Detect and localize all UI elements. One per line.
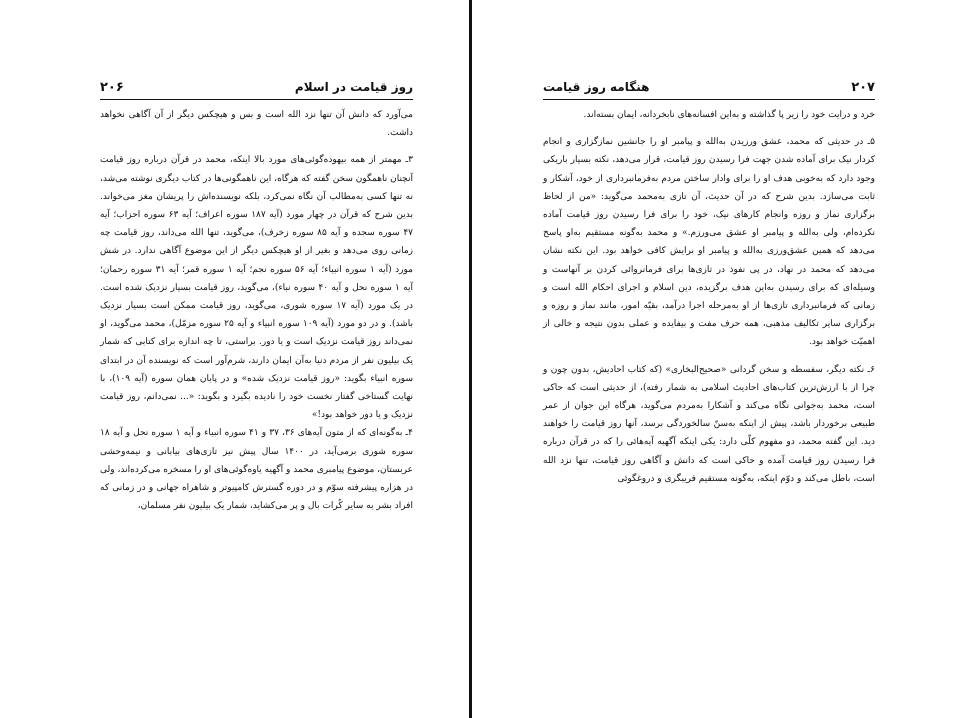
right-page-body bbox=[543, 106, 875, 488]
left-page-body bbox=[100, 106, 413, 515]
right-page-header bbox=[543, 80, 875, 100]
right-page-number: ۲۰۷ bbox=[851, 80, 875, 95]
right-running-title: هنگامه روز قیامت bbox=[543, 80, 650, 94]
left-page-header bbox=[100, 80, 413, 100]
book-spine bbox=[469, 0, 472, 718]
paragraph: ۳ـ مهمتر از همه بیهوده‌گوئی‌های مورد بالا اینکه، محمد در قرآن درباره روز قیامت آنچنان ناهمگون سخن گفته که هرگاه، این ناهمگونی‌ها در کتاب دیگری نوشته می‌شد، نه تنها کسی به‌مطالب آن نگاه نمی‌کرد، بلکه نویسنده‌اش را پریشان مغز می‌خواند. بدین شرح که قرآن در چهار مورد (آیه ۱۸۷ سوره اعراف؛ آیه ۶۳ سوره احزاب؛ آیه ۴۷ سوره سجده و آیه ۸۵ سوره زخرف)، می‌گوید، تنها الله می‌داند، روز قیامت چه زمانی روی می‌دهد و بغیر از او هیچکس دیگر از این موضوع آگاهی ندارد. در شش مورد (آیه ۱ سوره انبیاء؛ آیه ۵۶ سوره نجم؛ آیه ۱ سوره قمر؛ آیه ۳۱ سوره رحمان؛ آیه ۱ سوره نحل و آیه ۴۰ سوره نباء)، می‌گوید، روز قیامت بسیار نزدیک شده است. در یک مورد (آیه ۱۷ سوره شوری، می‌گوید، روز قیامت ممکن است بسیار نزدیک باشد). و در دو مورد (آیه ۱۰۹ سوره انبیاء و آیه ۲۵ سوره مزمّل)، محمد می‌گوید، او نمی‌داند روز قیامت نزدیک است و یا دور. براستی، تا چه اندازه برای کتابی که شمار یک بیلیون نفر از مردم دنیا به‌آن ایمان دارند، شرم‌آور است که نویسنده آن در ابتدای سوره انبیاء بگوید: «روز قیامت نزدیک شده» و در پایان همان سوره (آیه ۱۰۹)، با نهایت گستاخی گفتار نخست خود را نادیده بگیرد و بگوید: «... نمی‌دانم، روز قیامت نزدیک و یا دور خواهد بود!» bbox=[100, 155, 414, 421]
left-page bbox=[100, 80, 413, 515]
left-page-number: ۲۰۶ bbox=[100, 80, 124, 95]
paragraph: می‌آورد که دانش آن تنها نزد الله است و بس و هیچکس دیگر از آن آگاهی نخواهد داشت. bbox=[100, 110, 413, 139]
right-page bbox=[543, 80, 875, 488]
paragraph: ۶ـ نکته دیگر، سفسطه و سخن گردانی «صحیح‌البخاری» (که کتاب احادیش، بدون چون و چرا از با ارزش‌ترین کتاب‌های احادیث اسلامی به شمار رفته)، از حدیثی است که حاکی است، محمد به‌جوانی نگاه می‌کند و آشکارا به‌مردم می‌گوید، هرگاه این جوان از عمر طبیعی برخوردار باشد، پیش از اینکه به‌سنّ سالخوردگی برسد، آنها روز قیامت را خواهند دید. این گفته محمد، دو مفهوم کلّی دارد: یکی اینکه آگهیه آیه‌هائی را که در قرآن درباره فرا رسیدن روز قیامت آمده و حاکی است که دانش و آگاهی روز قیامت، تنها نزد الله است، باطل می‌کند و دوّم اینکه، به‌گونه مستقیم فریبگری و دروغگوئی bbox=[543, 364, 875, 484]
paragraph: خرد و درایت خود را زیر پا گذاشته و به‌این افسانه‌های نابخردانه، ایمان بسته‌اند. bbox=[583, 110, 875, 120]
paragraph: ۴ـ به‌گونه‌ای که از متون آیه‌های ۳۶، ۳۷ و ۴۱ سوره انبیاء و آیه ۱ سوره نحل و آیه ۱۸ سوره شوری برمی‌آید، در ۱۴۰۰ سال پیش نیز تازی‌های بیابانی و نیمه‌وحشی عربستان، موضوع پیامبری محمد و آگهیه یاوه‌گوئی‌های او را مسخره می‌کرده‌اند، ولی در هزاره پیشرفته سوّم و در دوره گسترش کامپیوتر و شاهراه جهانی و در زمانی که افراد بشر به سایر کُرات بال و پر می‌کشاید، شمار یک بیلیون نفر مسلمان، bbox=[100, 428, 413, 512]
paragraph: ۵ـ در حدیثی که محمد، عشق ورزیدن به‌الله و پیامبر او را جانشین نمازگزاری و انجام کردار نیک برای آماده شدن جهت فرا رسیدن روز قیامت، قرار می‌دهد، نکته بسیار باریکی وجود دارد که به‌خوبی هدف او را برای وادار ساختن مردم به‌فرمانبرداری از خود، آشکار و ثابت می‌سازد. بدین شرح که در آن حدیث، آن تازی به‌محمد می‌گوید: «من از لحاظ برگزاری نماز و روزه وانجام کارهای نیک، خود را برای فرا رسیدن روز قیامت آماده نکرده‌ام، ولی به‌الله و پیامبر او عشق می‌ورزم.» و محمد به‌گونه مستقیم به‌او پاسخ می‌دهد که همین عشق‌ورزی به‌الله و پیامبر او برایش کافی خواهد بود. این نکته نشان می‌دهد که محمد در نهاد، در پی نفوذ در تازی‌ها برای فرمانروائی کردن بر آنهاست و وسیله‌ای که برای رسیدن به‌این هدف برگزیده، دین اسلام و اجرای احکام الله است و زمانی که فرمانبرداری تازی‌ها از او به‌مرحله اجرا درآمد، بقیّه امور، مانند نماز و روزه و برگزاری سایر تکالیف مذهبی، همه حرف مفت و بیفایده و عملی بدون نتیجه و خالی از اهمیّت خواهد بود. bbox=[543, 137, 875, 348]
left-running-title: روز قیامت در اسلام bbox=[294, 80, 413, 94]
